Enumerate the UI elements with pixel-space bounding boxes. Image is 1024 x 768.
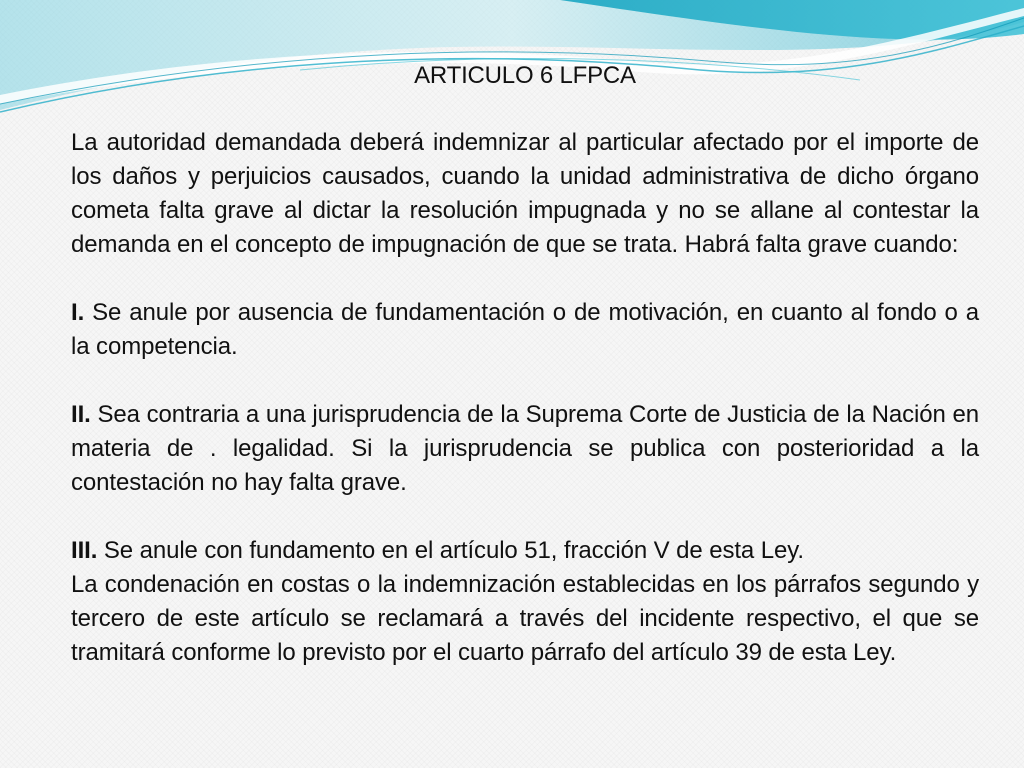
fraction-marker: I. (71, 299, 85, 326)
intro-paragraph: La autoridad demandada deberá indemnizar al particular afectado por el importe de los daños y perjuicios causados, cuando la unidad administrativa de dicho órgano cometa falta grave al dictar la resolución impugnada y no se allane al contestar la demanda en el concepto de impugnación de que se trata. Habrá falta grave cuando: (71, 129, 979, 258)
fraction-marker: II. (71, 401, 91, 428)
fraction-II (71, 398, 979, 500)
closing-paragraph: La condenación en costas o la indemnización establecidas en los párrafos segundo y tercero de este artículo se reclamará a través del incidente respectivo, el que se tramitará conforme lo previsto por el cuarto párrafo del artículo 39 de esta Ley. (71, 571, 979, 666)
article-body (71, 126, 979, 670)
fraction-text: Se anule por ausencia de fundamentación o de motivación, en cuanto al fondo o a la competencia. (71, 299, 979, 360)
fraction-marker: III. (71, 537, 98, 564)
slide-title: ARTICULO 6 LFPCA (414, 62, 636, 89)
fraction-III (71, 534, 979, 568)
fraction-I (71, 296, 979, 364)
fraction-text: Sea contraria a una jurisprudencia de la Suprema Corte de Justicia de la Nación en materia de . legalidad. Si la jurisprudencia se publica con posterioridad a la contestación no hay falta grave. (71, 401, 979, 496)
fraction-text: Se anule con fundamento en el artículo 51, fracción V de esta Ley. (97, 537, 804, 564)
